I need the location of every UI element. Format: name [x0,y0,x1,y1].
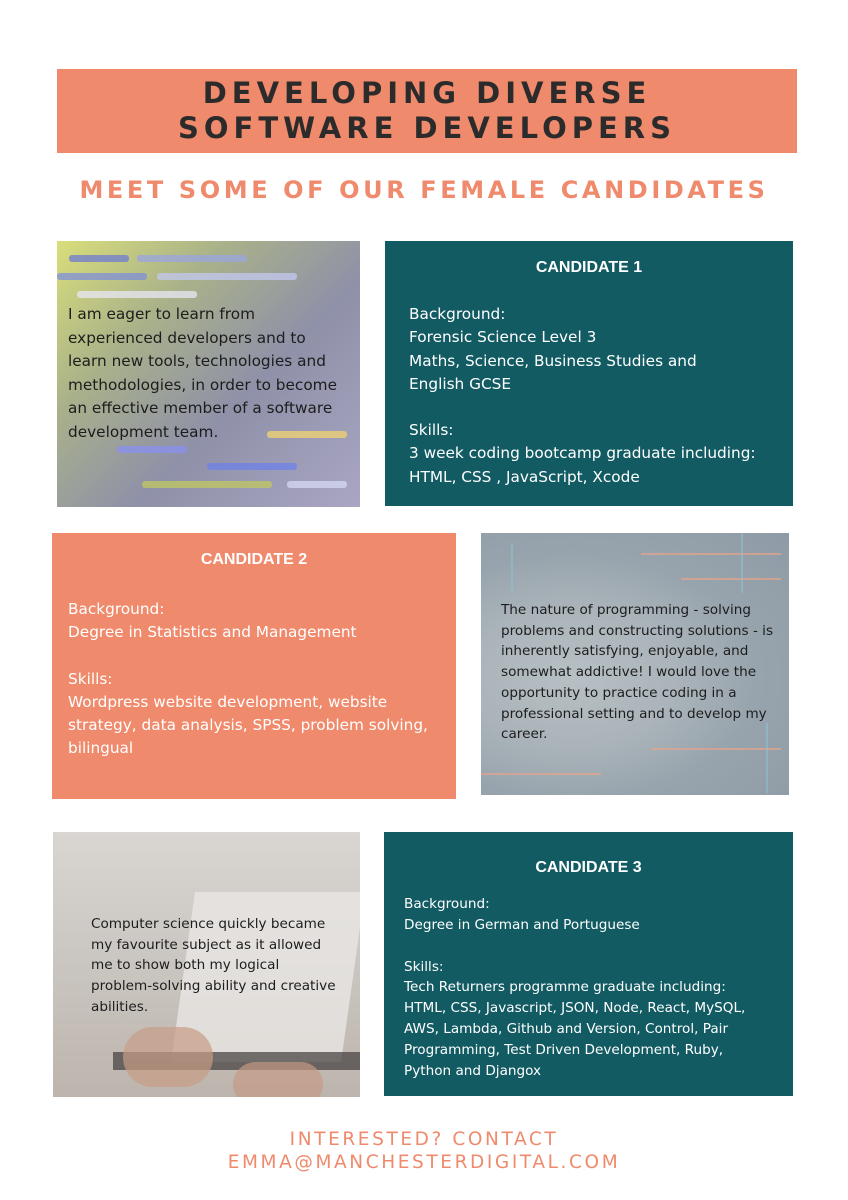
candidate-2-title: CANDIDATE 2 [200,551,308,568]
code-line [69,255,129,262]
quote-line: my favourite subject as it allowed [91,936,322,953]
background-line: English GCSE [409,374,512,393]
quote-line: development team. [68,422,219,441]
skills-line: Programming, Test Driven Development, Ruby, [404,1041,724,1058]
circuit-trace [651,748,781,750]
circuit-photo [481,533,789,795]
background-line: Forensic Science Level 3 [409,328,597,347]
circuit-trace [481,773,601,775]
skills-line: 3 week coding bootcamp graduate including: [409,444,756,463]
laptop-photo [53,832,360,1097]
quote-line: methodologies, in order to become [68,375,337,394]
code-line [77,291,197,298]
skills-line: bilingual [68,739,134,758]
candidate-3-card [384,832,793,1096]
quote-3 [91,914,336,1018]
quote-line: learn new tools, technologies and [68,352,326,370]
skills-label: Skills: [404,958,444,975]
contact-heading: INTERESTED? CONTACT [289,1129,559,1150]
code-line [207,463,297,470]
background-line: Maths, Science, Business Studies and [409,351,697,370]
hand-shape [123,1027,213,1087]
skills-line: Tech Returners programme graduate including: [404,979,726,996]
candidate-2-card [52,533,456,799]
skills-label: Skills: [68,669,113,688]
candidate-1-card [385,241,793,506]
skills-label: Skills: [409,421,454,440]
quote-line: The nature of programming - solving [501,602,751,618]
candidate-3-title: CANDIDATE 3 [535,859,642,876]
skills-line: HTML, CSS, Javascript, JSON, Node, React, MySQL, [404,1000,746,1017]
code-line [142,481,272,488]
skills-line: strategy, data analysis, SPSS, problem solving, [68,716,428,735]
skills-line: AWS, Lambda, Github and Version, Control, Pair [404,1020,729,1037]
quote-line: somewhat addictive! I would love the [501,664,757,681]
circuit-trace [681,578,781,580]
code-line [287,481,347,488]
title-banner [57,69,797,153]
title-line-1: DEVELOPING DIVERSE [202,76,652,110]
quote-2 [501,600,773,745]
background-label: Background: [409,305,506,323]
skills-line: Wordpress website development, website [68,692,388,711]
contact-email[interactable]: EMMA@MANCHESTERDIGITAL.COM [227,1152,621,1173]
hand-shape [233,1062,323,1097]
code-line [137,255,247,262]
quote-line: inherently satisfying, enjoyable, and [501,643,749,660]
quote-line: abilities. [91,998,149,1015]
skills-line: Python and Djangox [404,1062,542,1079]
background-line: Degree in Statistics and Management [68,623,357,642]
quote-line: career. [501,726,548,743]
title-line-2: SOFTWARE DEVELOPERS [177,111,676,145]
subtitle: MEET SOME OF OUR FEMALE CANDIDATES [79,176,769,204]
background-label: Background: [404,896,490,912]
candidate-3-body [404,894,745,1081]
quote-line: an effective member of a software [68,399,333,417]
candidate-1-title: CANDIDATE 1 [535,259,643,276]
circuit-trace [511,543,513,593]
quote-line: problems and constructing solutions - is [501,622,774,639]
circuit-trace [741,533,743,593]
background-line: Degree in German and Portuguese [404,916,640,933]
code-line [117,446,187,453]
quote-line: professional setting and to develop my [501,705,767,722]
quote-line: experienced developers and to [68,328,306,347]
circuit-trace [641,553,781,555]
quote-line: opportunity to practice coding in a [501,684,737,701]
contact-footer [0,1128,848,1174]
candidate-1-body [409,303,756,489]
quote-line: me to show both my logical [91,957,280,974]
quote-1 [68,303,337,444]
quote-line: Computer science quickly became [91,916,326,932]
background-label: Background: [68,600,165,618]
candidate-2-body [68,598,428,761]
quote-line: problem-solving ability and creative [91,978,336,995]
code-line [57,273,147,280]
quote-line: I am eager to learn from [68,305,255,323]
skills-line: HTML, CSS , JavaScript, Xcode [409,467,640,486]
code-line [157,273,297,280]
code-screen-photo [57,241,360,507]
